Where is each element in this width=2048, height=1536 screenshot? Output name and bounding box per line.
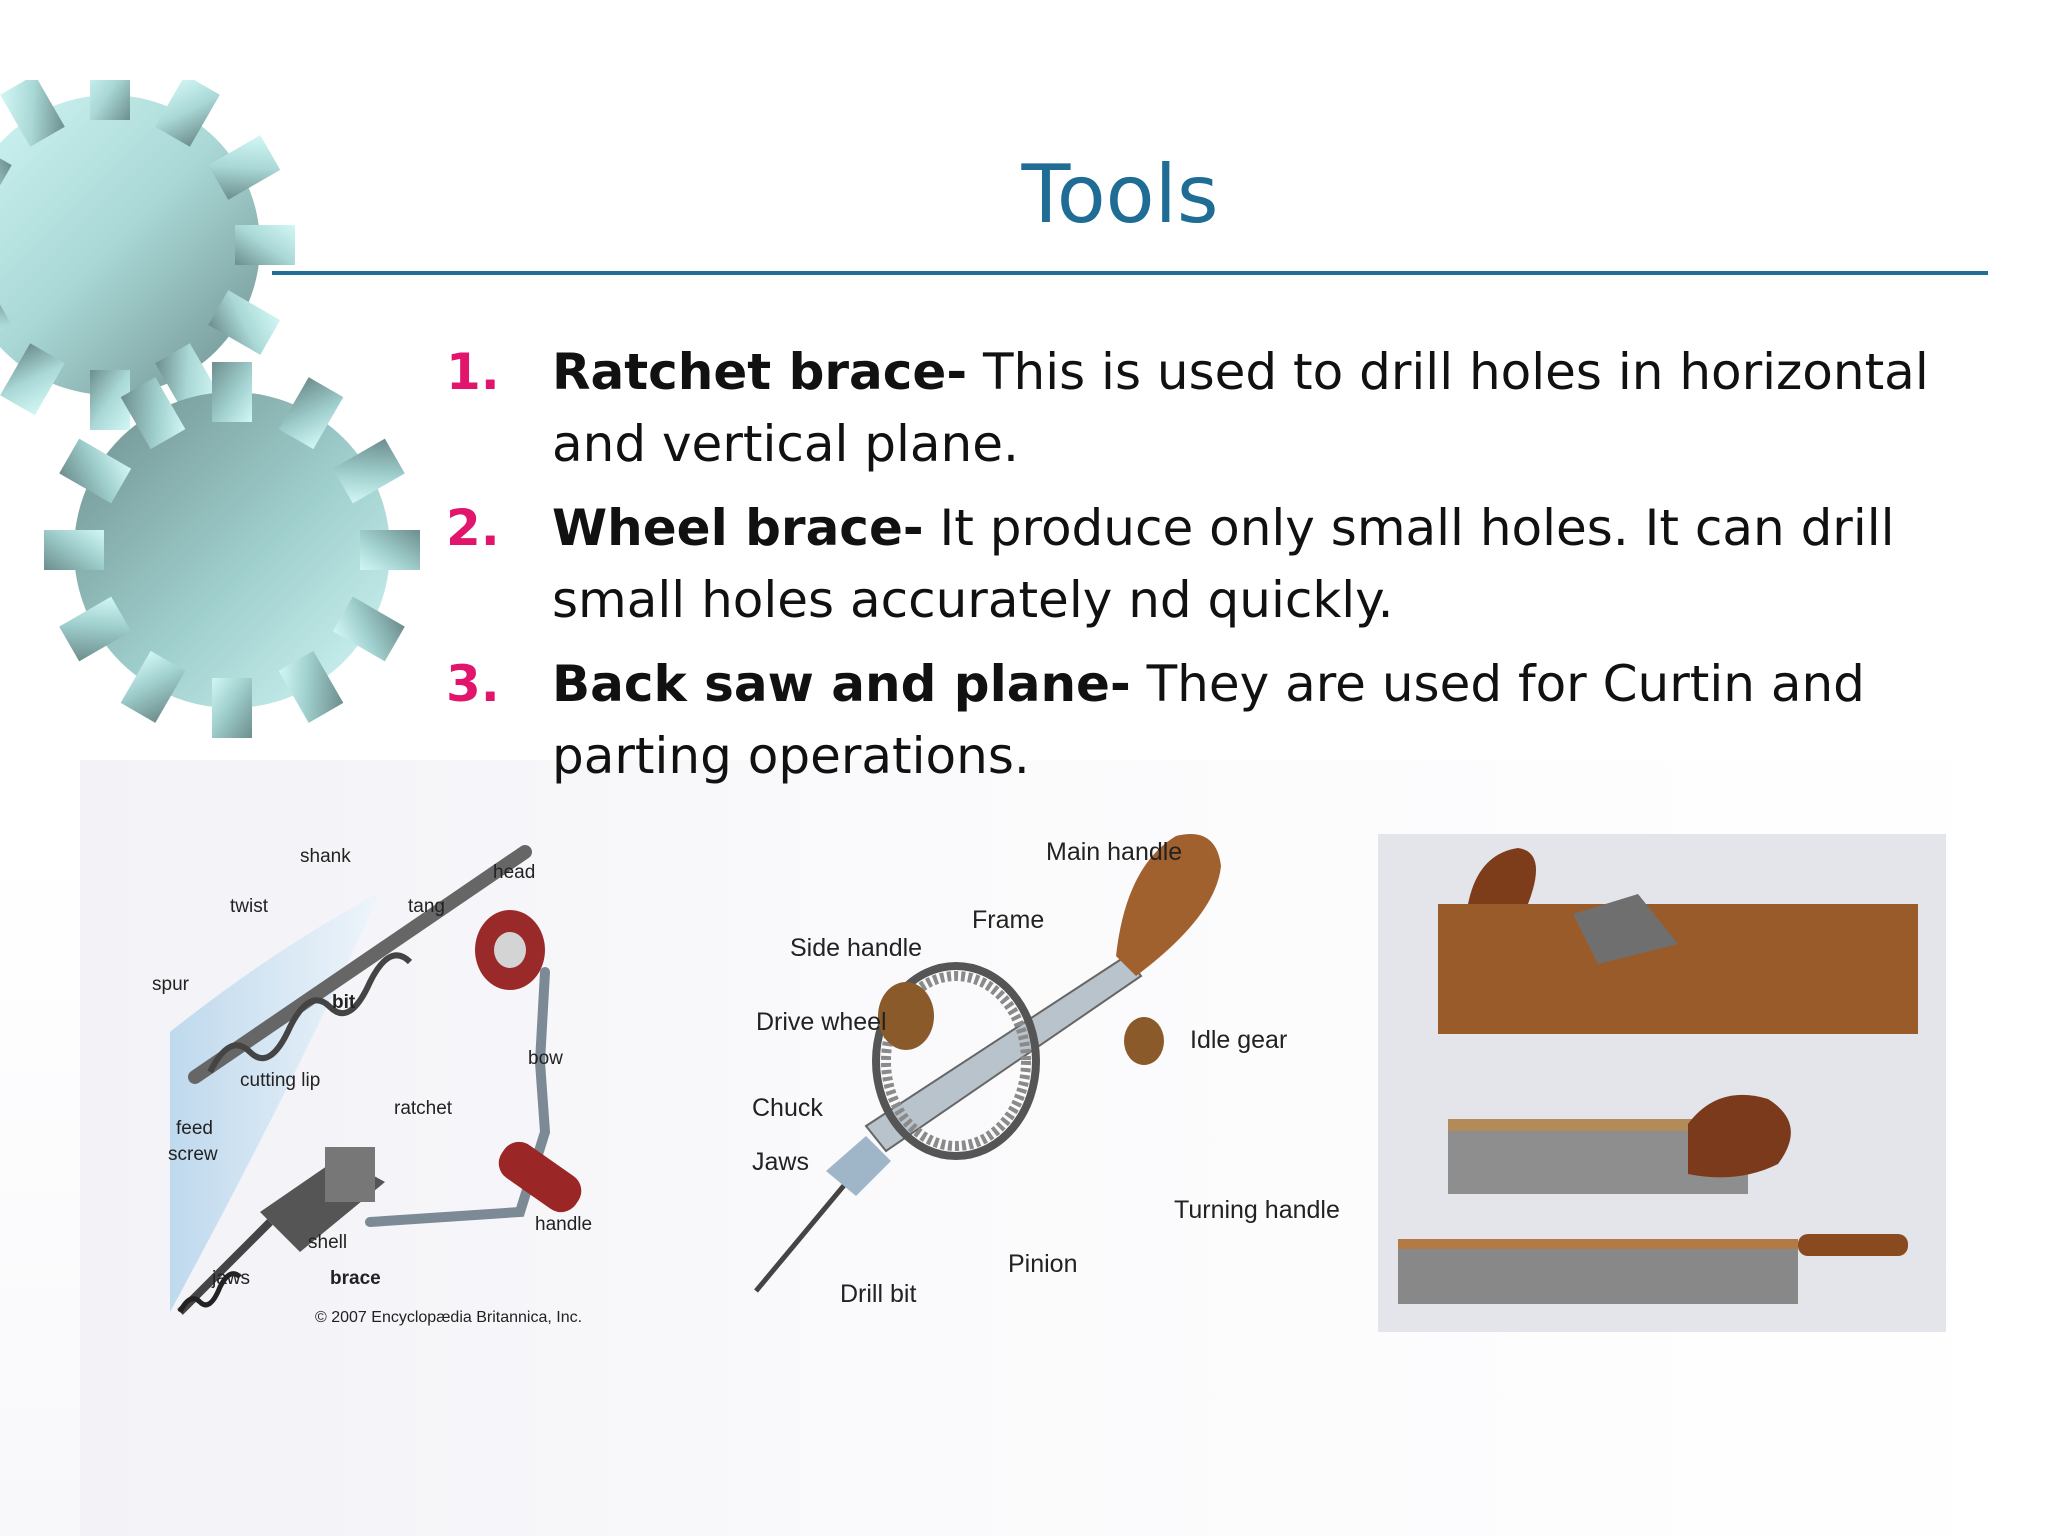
label-bit: bit [332,992,356,1013]
credit-text: © 2007 Encyclopædia Britannica, Inc. [315,1309,583,1326]
label-chuck: Chuck [752,1094,823,1122]
label-frame: Frame [972,906,1045,934]
label-idle-gear: Idle gear [1190,1026,1288,1054]
wheel-brace-icon [756,834,1221,1291]
label-screw: screw [168,1144,218,1165]
label-cutting-lip: cutting lip [240,1070,321,1091]
label-bow: bow [528,1048,563,1069]
label-jaws: Jaws [752,1148,809,1176]
item-number: 2. [446,499,500,557]
item-term: Back saw and plane- [552,655,1131,713]
label-shell: shell [308,1232,348,1253]
label-spur: spur [152,974,189,995]
list-item [446,648,2026,792]
label-drill-bit: Drill bit [840,1280,917,1308]
item-description: This is used to drill holes in horizontal and vertical plane. [552,343,1929,473]
item-term: Wheel brace- [552,499,924,557]
label-turning-handle: Turning handle [1174,1196,1340,1224]
auger-bit-icon [195,852,525,1077]
label-tang: tang [408,896,445,917]
list-item [446,492,2026,636]
item-description: They are used for Curtin and parting operations. [552,655,1865,785]
saw-and-plane-photo [1378,834,1946,1332]
label-pinion: Pinion [1008,1250,1078,1278]
label-brace: brace [330,1268,381,1289]
label-shank: shank [300,846,351,867]
label-feed: feed [176,1118,213,1139]
label-ratchet: ratchet [394,1098,453,1119]
label-twist: twist [230,896,268,917]
list-item [446,336,2026,480]
label-jaws: jaws [212,1268,251,1289]
label-head: head [493,862,536,883]
item-term: Ratchet brace- [552,343,968,401]
ratchet-brace-diagram [150,832,710,1332]
label-drive-wheel: Drive wheel [756,1008,887,1036]
slide-title: Tools [1021,148,1219,241]
item-description: It produce only small holes. It can drill small holes accurately nd quickly. [552,499,1895,629]
tool-list [446,336,2026,804]
gear-decoration-icon [0,80,440,780]
item-number: 1. [446,343,500,401]
title-divider [272,271,1988,275]
wheel-brace-diagram [746,826,1346,1316]
item-number: 3. [446,655,500,713]
label-side-handle: Side handle [790,934,923,962]
label-main-handle: Main handle [1046,838,1183,866]
label-handle: handle [535,1214,593,1235]
